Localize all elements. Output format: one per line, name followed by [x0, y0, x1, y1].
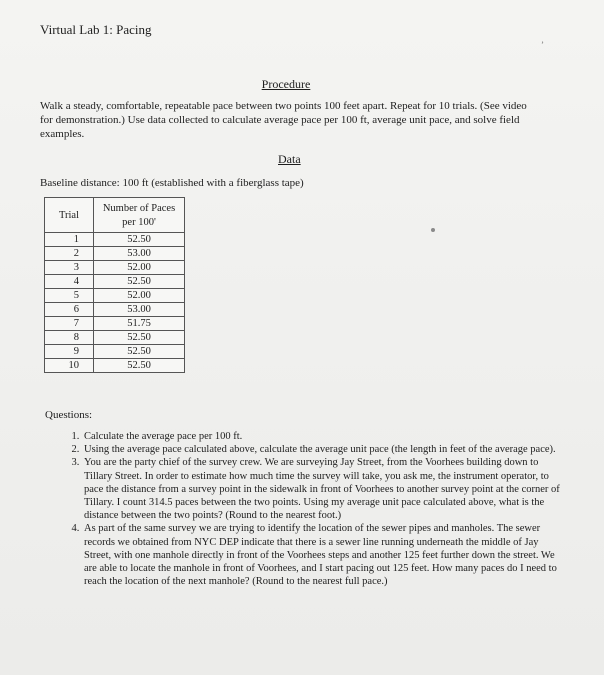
trial-number-cell: 6 [45, 303, 94, 317]
trial-number-cell: 9 [45, 345, 94, 359]
table-row [45, 233, 185, 247]
question-list [60, 430, 560, 588]
question-item: 3. You are the party chief of the survey crew. We are surveying Jay Street, from the Voorhees building down to Tillary Street. In order to estimate how much time the survey will take, you ask me, the instrument operator, to pace the distance from a survey point in the sidewalk in front of Voorhees to another survey point at the corner of Tillary. I count 314.5 paces between the two points. Using my average unit pace calculated above, what is the distance between the two points? (Round to the nearest foot.) [82, 456, 560, 522]
table-row [45, 331, 185, 345]
table-body [45, 233, 185, 373]
table-row [45, 317, 185, 331]
paces-value-cell: 51.75 [94, 317, 185, 331]
procedure-text: Walk a steady, comfortable, repeatable pace between two points 100 feet apart. Repeat for 10 trials. (See video for demonstration.) Use data collected to calculate average pace per 100 ft, average unit pace, and solve field examples. [40, 100, 527, 140]
table-row [45, 289, 185, 303]
table-row [45, 275, 185, 289]
trial-number-cell: 3 [45, 261, 94, 275]
paces-value-cell: 52.50 [94, 359, 185, 373]
paces-value-cell: 53.00 [94, 303, 185, 317]
trial-number-cell: 1 [45, 233, 94, 247]
table-row [45, 345, 185, 359]
trial-number-cell: 5 [45, 289, 94, 303]
corner-mark: ’ [541, 40, 544, 50]
paces-value-cell: 52.00 [94, 289, 185, 303]
document-title: Virtual Lab 1: Pacing [40, 22, 152, 37]
trial-number-cell: 2 [45, 247, 94, 261]
cursor-dot [431, 228, 435, 232]
baseline-distance: Baseline distance: 100 ft (established with a fiberglass tape) [40, 177, 304, 189]
paces-value-cell: 52.50 [94, 345, 185, 359]
header-paces-line1: Number of Paces [102, 202, 176, 214]
table-row [45, 359, 185, 373]
paces-value-cell: 53.00 [94, 247, 185, 261]
question-item: 4. As part of the same survey we are trying to identify the location of the sewer pipes and manholes. The sewer records we obtained from NYC DEP indicate that there is a sewer line running underneath the middle of Jay Street, with one manhole directly in front of the Voorhees steps and another 125 feet further down the street. We are able to locate the manhole in front of Voorhees, and I start pacing out 125 feet. How many paces do I need to reach the location of the next manhole? (Round to the nearest full pace.) [82, 522, 560, 588]
header-trial: Trial [45, 198, 94, 233]
table-header-row [45, 198, 185, 233]
trial-number-cell: 4 [45, 275, 94, 289]
procedure-heading: Procedure [261, 77, 311, 91]
trial-number-cell: 10 [45, 359, 94, 373]
table-row [45, 247, 185, 261]
paces-value-cell: 52.00 [94, 261, 185, 275]
table-row [45, 261, 185, 275]
header-paces [94, 198, 185, 233]
header-paces-line2: per 100' [122, 216, 156, 228]
question-item: 2. Using the average pace calculated above, calculate the average unit pace (the length in feet of the average pace). [82, 443, 560, 456]
questions-label: Questions: [45, 409, 93, 421]
paces-value-cell: 52.50 [94, 275, 185, 289]
trial-number-cell: 8 [45, 331, 94, 345]
pace-data-table [44, 197, 185, 373]
trial-number-cell: 7 [45, 317, 94, 331]
question-item: 1. Calculate the average pace per 100 ft. [82, 430, 560, 443]
data-heading: Data [278, 152, 301, 166]
table-row [45, 303, 185, 317]
paces-value-cell: 52.50 [94, 233, 185, 247]
paces-value-cell: 52.50 [94, 331, 185, 345]
